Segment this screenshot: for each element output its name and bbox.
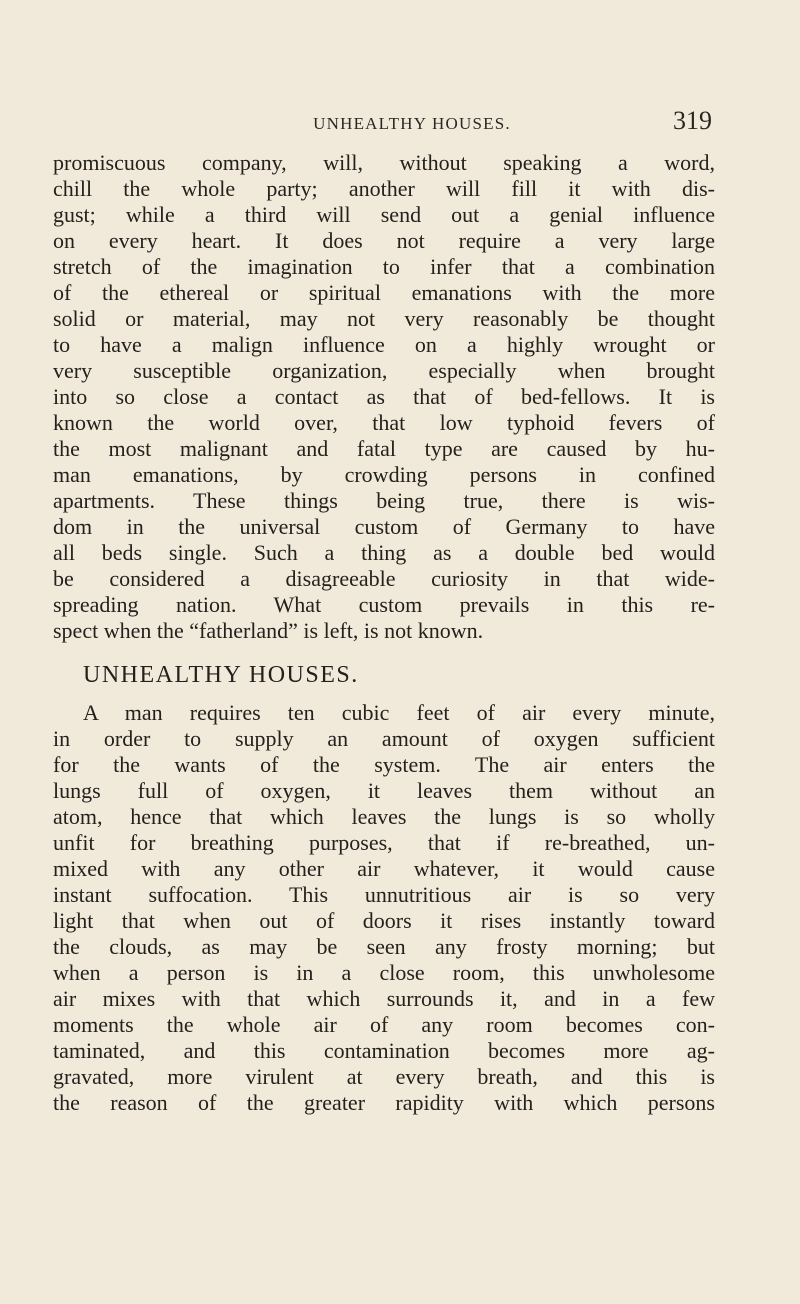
body-text: [53, 150, 715, 1116]
text-line: A man requires ten cubic feet of air every minute,: [83, 700, 715, 725]
text-line: the reason of the greater rapidity with which persons: [53, 1090, 715, 1115]
text-line: moments the whole air of any room becomes con-: [53, 1012, 715, 1037]
section-heading: UNHEALTHY HOUSES.: [83, 662, 359, 688]
text-line: spreading nation. What custom prevails in this re-: [53, 592, 715, 617]
text-line: to have a malign influence on a highly wrought or: [53, 332, 715, 357]
text-line: on every heart. It does not require a very large: [53, 228, 715, 253]
running-title: UNHEALTHY HOUSES.: [313, 114, 511, 133]
text-line: for the wants of the system. The air enters the: [53, 752, 715, 777]
text-line: gust; while a third will send out a genial influence: [53, 202, 715, 227]
text-line: taminated, and this contamination becomes more ag-: [53, 1038, 715, 1063]
text-line: stretch of the imagination to infer that a combination: [53, 254, 715, 279]
text-line: the clouds, as may be seen any frosty morning; but: [53, 934, 715, 959]
running-head: [112, 106, 712, 142]
text-line: into so close a contact as that of bed-fellows. It is: [53, 384, 715, 409]
text-line: in order to supply an amount of oxygen sufficient: [53, 726, 715, 751]
text-line: promiscuous company, will, without speaking a word,: [53, 150, 715, 175]
text-line: man emanations, by crowding persons in confined: [53, 462, 715, 487]
text-line: apartments. These things being true, there is wis-: [53, 488, 715, 513]
paragraph-2: [53, 700, 715, 1116]
text-line: of the ethereal or spiritual emanations with the more: [53, 280, 715, 305]
text-line: light that when out of doors it rises instantly toward: [53, 908, 715, 933]
text-line: atom, hence that which leaves the lungs is so wholly: [53, 804, 715, 829]
text-line: when a person is in a close room, this unwholesome: [53, 960, 715, 985]
text-line: spect when the “fatherland” is left, is not known.: [53, 618, 484, 643]
text-line: mixed with any other air whatever, it would cause: [53, 856, 715, 881]
text-line: chill the whole party; another will fill it with dis-: [53, 176, 715, 201]
text-line: lungs full of oxygen, it leaves them without an: [53, 778, 715, 803]
text-line: very susceptible organization, especially when brought: [53, 358, 715, 383]
text-line: instant suffocation. This unnutritious air is so very: [53, 882, 715, 907]
text-line: gravated, more virulent at every breath, and this is: [53, 1064, 715, 1089]
text-line: be considered a disagreeable curiosity in that wide-: [53, 566, 715, 591]
text-line: solid or material, may not very reasonably be thought: [53, 306, 715, 331]
text-line: air mixes with that which surrounds it, and in a few: [53, 986, 715, 1011]
text-line: all beds single. Such a thing as a double bed would: [53, 540, 715, 565]
text-line: unfit for breathing purposes, that if re-breathed, un-: [53, 830, 715, 855]
text-line: the most malignant and fatal type are caused by hu-: [53, 436, 715, 461]
page-number: 319: [673, 106, 712, 135]
text-line: known the world over, that low typhoid fevers of: [53, 410, 715, 435]
paragraph-1: [53, 150, 715, 644]
text-line: dom in the universal custom of Germany to have: [53, 514, 715, 539]
